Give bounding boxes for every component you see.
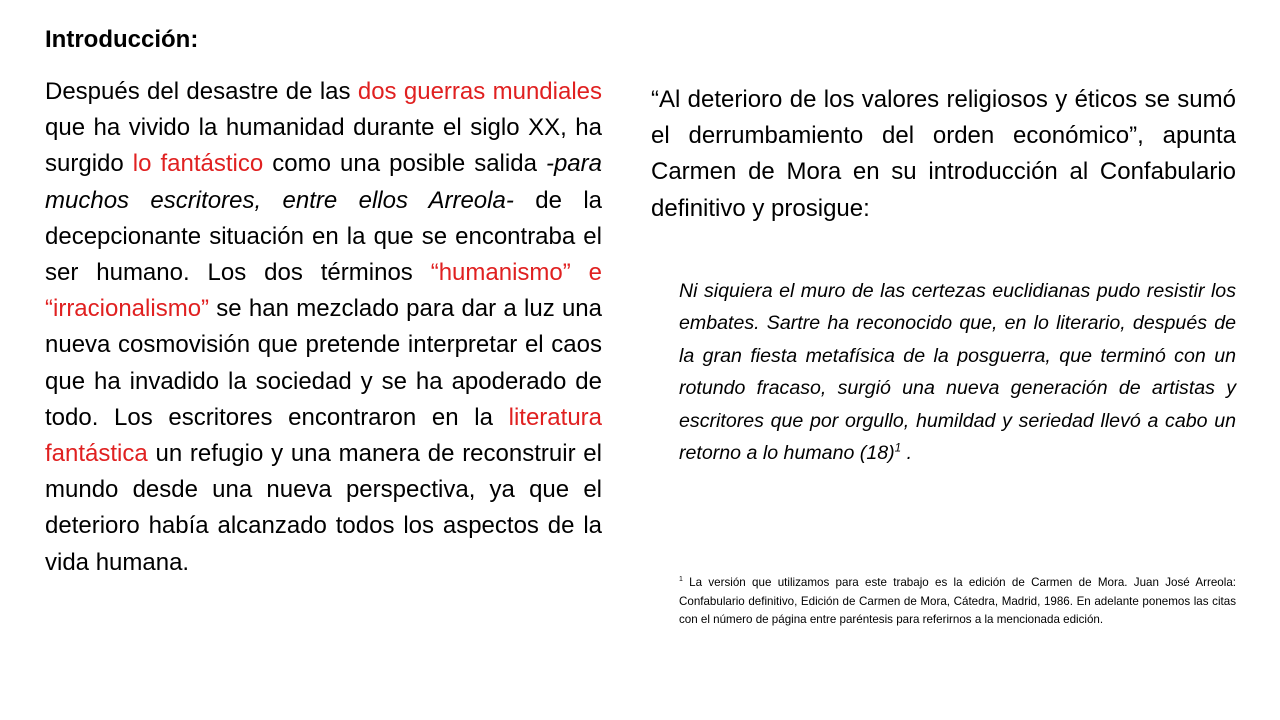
intro-paragraph — [45, 74, 602, 581]
highlight-dos-guerras: dos guerras mundiales — [357, 78, 602, 105]
intro-italic-aside: -para muchos escritores, entre ellos Arreola- — [45, 150, 602, 214]
intro-text-3: como una posible salida — [263, 150, 546, 178]
intro-text-1: Después del desastre de las — [45, 78, 358, 105]
block-quote — [679, 275, 1236, 469]
footnote — [679, 574, 1236, 630]
mora-quote-paragraph: “Al deterioro de los valores religiosos y éticos se sumó el derrumbamiento del orden económico”, apunta Carmen de Mora en su introducción al Confabulario definitivo y prosigue: — [651, 86, 1236, 222]
highlight-literatura-fantastica: literatura fantástica — [45, 403, 602, 468]
highlight-terminos: “humanismo” e “irracionalismo” — [45, 259, 602, 323]
highlight-lo-fantastico: lo fantástico — [132, 150, 264, 178]
intro-text-6: un refugio y una manera de reconstruir el mundo desde una nueva perspectiva, ya que el deterioro había alcanzado todos los aspectos de la vida humana. — [45, 440, 602, 576]
footnote-reference: 1 — [894, 441, 902, 455]
block-quote-text: Ni siquiera el muro de las certezas euclidianas pudo resistir los embates. Sartre ha reconocido que, en lo literario, después de la gran fiesta metafísica de la posguerra, que terminó con un rotundo fracaso, surgió una nueva generación de artistas y escritores que por orgullo, humildad y seriedad llevó a cabo un retorno a lo humano (18) — [679, 280, 1236, 465]
intro-text-4: de la decepcionante situación en la que se encontraba el ser humano. Los dos términos — [45, 186, 603, 287]
footnote-marker: 1 — [679, 576, 683, 584]
page-title: Introducción: — [45, 26, 199, 53]
footnote-text: La versión que utilizamos para este trabajo es la edición de Carmen de Mora. Juan José Arreola: Confabulario definitivo, Edición de Carmen de Mora, Cátedra, Madrid, 1986. En adelante ponemos las citas con el número de página entre paréntesis para referirnos a la mencionada edición. — [679, 576, 1236, 627]
intro-text-5: se han mezclado para dar a luz una nueva cosmovisión que pretende interpretar el caos que ha invadido la sociedad y se ha apoderado de todo. Los escritores encontraron en la — [45, 295, 602, 431]
intro-text-2: que ha vivido la humanidad durante el siglo XX, ha surgido — [45, 114, 602, 178]
block-quote-end: . — [901, 442, 913, 465]
